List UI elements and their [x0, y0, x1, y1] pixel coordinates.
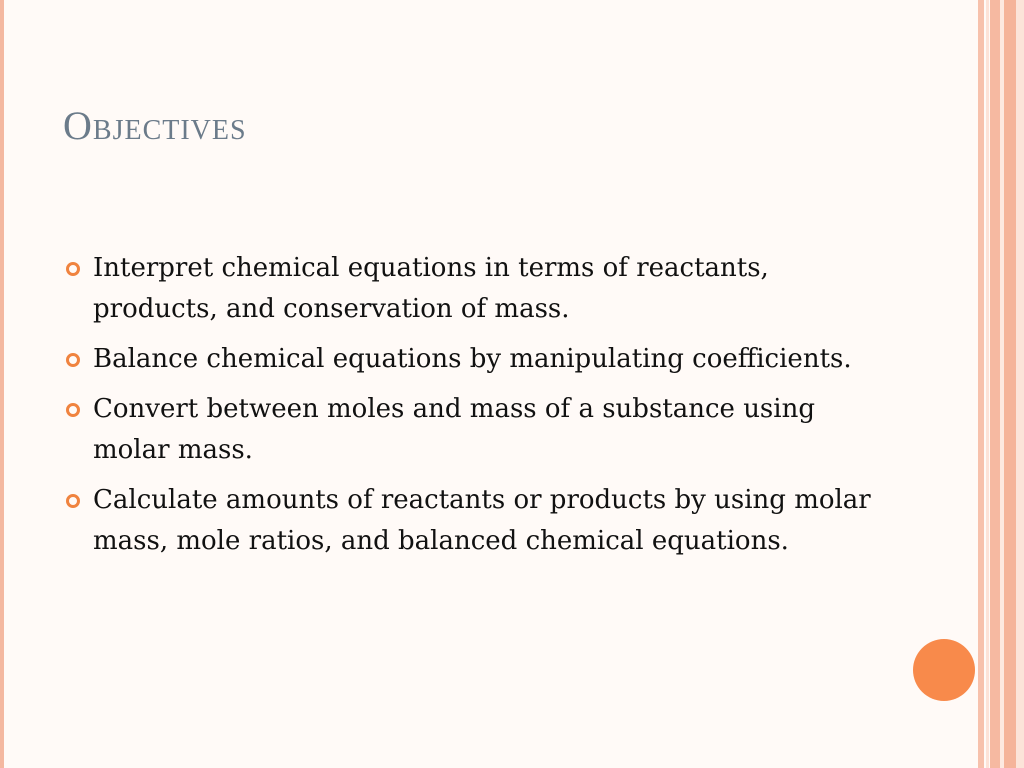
- list-item: [64, 339, 894, 380]
- decorative-orange-circle: [913, 639, 975, 701]
- left-border-stripe: [0, 0, 4, 768]
- bullet-ring-icon: [66, 494, 80, 508]
- list-item: [64, 248, 894, 330]
- objectives-list: [64, 248, 894, 571]
- bullet-text: Balance chemical equations by manipulating coefficients.: [93, 344, 852, 374]
- right-border-stripe: [1016, 0, 1024, 768]
- slide-title: Objectives: [63, 103, 247, 148]
- bullet-ring-icon: [66, 353, 80, 367]
- right-border-stripe: [986, 0, 989, 768]
- bullet-text: Interpret chemical equations in terms of reactants, products, and conservation of mass.: [93, 253, 769, 324]
- list-item: [64, 480, 894, 562]
- bullet-text: Calculate amounts of reactants or products by using molar mass, mole ratios, and balanced chemical equations.: [93, 485, 871, 556]
- right-border-stripe: [1004, 0, 1016, 768]
- right-border-stripe: [990, 0, 1000, 768]
- bullet-ring-icon: [66, 403, 80, 417]
- bullet-ring-icon: [66, 262, 80, 276]
- bullet-text: Convert between moles and mass of a substance using molar mass.: [93, 394, 815, 465]
- right-border-stripe: [978, 0, 984, 768]
- list-item: [64, 389, 894, 471]
